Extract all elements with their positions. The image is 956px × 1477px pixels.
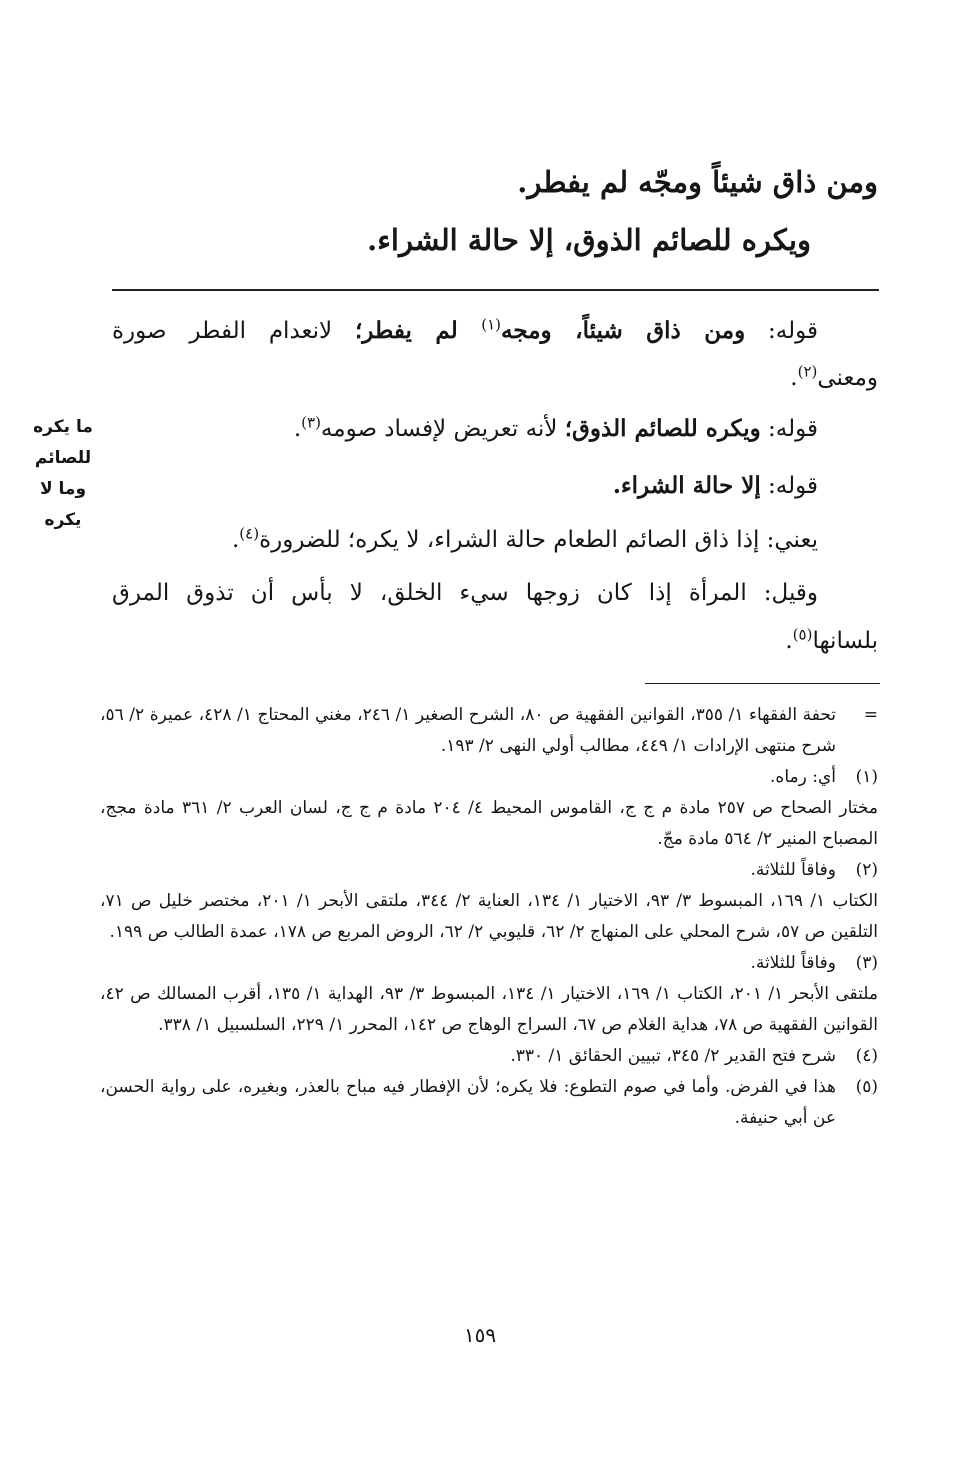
- footnote-number: (١): [855, 767, 878, 787]
- footnote-number: =: [863, 705, 878, 725]
- sharh-paragraph-5-line-2: [178, 616, 878, 666]
- footnote-text: أي: رماه.: [770, 767, 836, 787]
- page-number: ١٥٩: [463, 1323, 497, 1347]
- sharh-paragraph-2: [112, 404, 818, 454]
- period: .: [785, 628, 793, 654]
- footnote-ref-5[interactable]: (٥): [792, 625, 813, 644]
- margin-heading-line: يكره: [44, 510, 82, 530]
- footnote-text: ملتقى الأبحر ١/ ٢٠١، الكتاب ١/ ١٦٩، الاختيار ١/ ١٣٤، المبسوط ٣/ ٩٣، الهداية ١/ ١٣٥، أقرب المسالك ص ٤٢، القوانين الفقهية ص ٧٨، هداية الغلام ص ٦٧، السراج الوهاج ص ١٤٢، المحرر ١/ ٢٢٩، السلسبيل ١/ ٣٣٨.: [100, 984, 878, 1035]
- explanation-text: لأنه تعريض لإفساد صومه: [320, 416, 565, 442]
- footnote-text: تحفة الفقهاء ١/ ٣٥٥، القوانين الفقهية ص ٨٠، الشرح الصغير ١/ ٢٤٦، مغني المحتاج ١/ ٤٢٨، عميرة ٢/ ٥٦، شرح منتهى الإرادات ١/ ٤٤٩، مطالب أولي النهى ٢/ ١٩٣.: [100, 705, 837, 756]
- footnote: [100, 700, 878, 762]
- footnote: [100, 1041, 878, 1072]
- matn-line-2: ويكره للصائم الذوق، إلا حالة الشراء.: [367, 223, 811, 257]
- sharh-paragraph-3: [112, 461, 818, 511]
- footnote: [100, 1072, 878, 1134]
- footnote-number: (٤): [855, 1046, 878, 1066]
- footnote: [100, 762, 878, 793]
- qawluhu-label: قوله:: [760, 473, 818, 499]
- footnote-text: شرح فتح القدير ٢/ ٣٤٥، تبيين الحقائق ١/ ٣٣٠.: [510, 1046, 836, 1066]
- period: .: [790, 365, 798, 391]
- footnote-divider: [645, 683, 880, 684]
- matn-line-1: ومن ذاق شيئاً ومجّه لم يفطر.: [517, 165, 878, 199]
- qawluhu-label: قوله:: [745, 318, 819, 344]
- footnote-continuation: [100, 979, 878, 1041]
- sharh-paragraph-1: [112, 306, 818, 356]
- explanation-text: لانعدام الفطر صورة: [112, 318, 355, 344]
- footnote-text: الكتاب ١/ ١٦٩، المبسوط ٣/ ٩٣، الاختيار ١/ ١٣٤، العناية ٢/ ٣٤٤، ملتقى الأبحر ١/ ٢٠١، مختصر خليل ص ٧١، التلقين ص ٥٧، شرح المحلي على المنهاج ٢/ ٦٢، قليوبي ٢/ ٦٢، الروض المربع ص ١٧٨، عمدة الطالب ص ١٩٩.: [100, 891, 879, 942]
- sharh-paragraph-5: وقيل: المرأة إذا كان زوجها سيء الخلق، لا بأس أن تذوق المرق: [112, 580, 818, 606]
- explanation-text: ومعنى: [817, 365, 878, 391]
- period: .: [293, 416, 302, 442]
- quoted-matn: ومن ذاق شيئاً، ومجه: [501, 317, 746, 344]
- quoted-matn-cont: لم يفطر؛: [354, 317, 482, 344]
- quoted-matn: ويكره للصائم الذوق؛: [564, 415, 761, 442]
- explanation-text: يعني: إذا ذاق الصائم الطعام حالة الشراء، لا يكره؛ للضرورة: [259, 527, 818, 553]
- footnote-text: وفاقاً للثلاثة.: [750, 860, 836, 880]
- footnote-text: وفاقاً للثلاثة.: [750, 953, 836, 973]
- footnote-ref-3[interactable]: (٣): [301, 413, 321, 432]
- quoted-matn: إلا حالة الشراء.: [612, 472, 761, 499]
- sharh-paragraph-4: [112, 515, 818, 565]
- footnote-continuation: [100, 886, 878, 948]
- footnote-number: (٣): [855, 953, 878, 973]
- footnote-number: (٢): [855, 860, 878, 880]
- margin-heading-line: ما يكره: [33, 417, 93, 437]
- period: .: [231, 527, 240, 553]
- footnote: [100, 855, 878, 886]
- sharh-paragraph-1-line-2: [178, 356, 878, 400]
- footnote-ref-1[interactable]: (١): [481, 315, 502, 334]
- explanation-text: بلسانها: [812, 628, 878, 654]
- section-divider: [112, 289, 879, 291]
- footnote-ref-4[interactable]: (٤): [239, 524, 260, 543]
- footnote-ref-2[interactable]: (٢): [797, 362, 818, 381]
- footnote-text: مختار الصحاح ص ٢٥٧ مادة م ج ج، القاموس المحيط ٤/ ٢٠٤ مادة م ج ج، لسان العرب ٢/ ٣٦١ مادة مجج، المصباح المنير ٢/ ٥٦٤ مادة مجّ.: [100, 798, 878, 849]
- footnote-continuation: [100, 793, 878, 855]
- margin-heading: [22, 412, 104, 536]
- qawluhu-label: قوله:: [760, 416, 818, 442]
- footnotes: [100, 700, 878, 1134]
- footnote: [100, 948, 878, 979]
- margin-heading-line: للصائم: [34, 448, 92, 468]
- margin-heading-line: وما لا: [39, 479, 87, 499]
- footnote-text: هذا في الفرض. وأما في صوم التطوع: فلا يكره؛ لأن الإفطار فيه مباح بالعذر، وبغيره، على رواية الحسن، عن أبي حنيفة.: [100, 1077, 836, 1128]
- footnote-number: (٥): [855, 1077, 878, 1097]
